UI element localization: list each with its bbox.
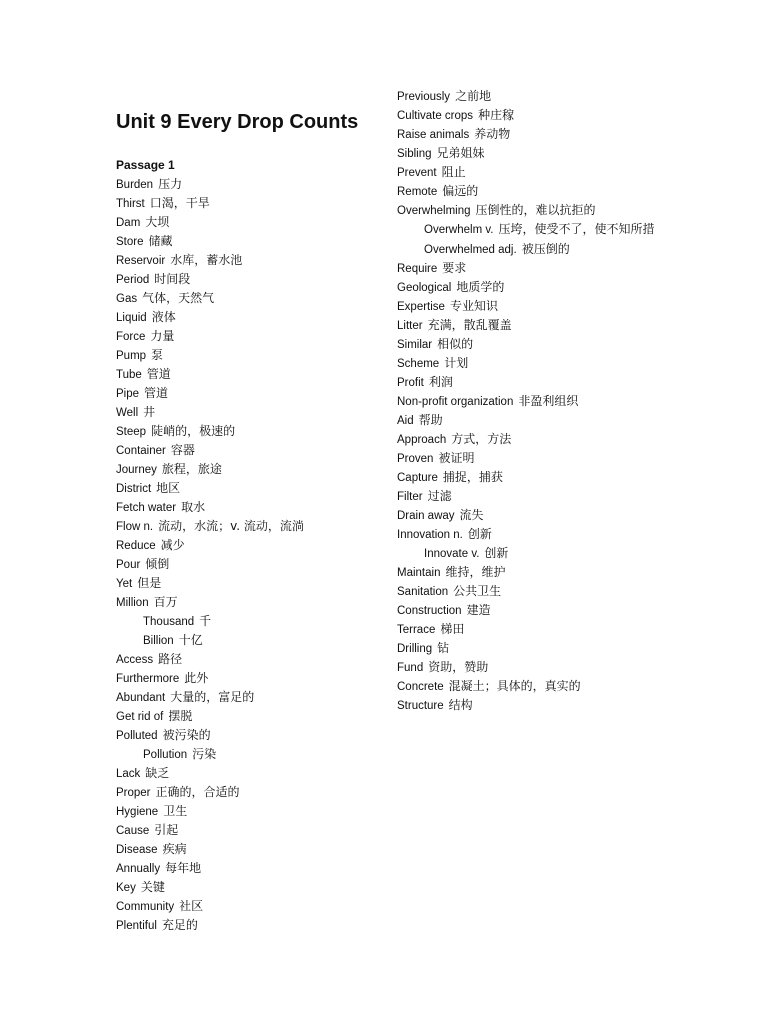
vocab-definition: 资助，赞助 <box>428 660 489 674</box>
vocab-definition: 公共卫生 <box>453 584 502 598</box>
vocab-word: Non-profit organization <box>397 396 514 408</box>
vocab-word: Expertise <box>397 301 445 313</box>
vocab-entry <box>397 240 667 259</box>
vocab-definition: 偏远的 <box>442 184 479 198</box>
vocab-entry <box>116 289 386 308</box>
vocab-definition: 社区 <box>179 899 204 913</box>
vocab-entry <box>397 163 667 182</box>
vocab-definition: 梯田 <box>440 622 465 636</box>
vocab-word: Construction <box>397 605 462 617</box>
vocab-definition: 储藏 <box>148 234 173 248</box>
vocab-entry <box>116 270 386 289</box>
vocab-word: Overwhelm v. <box>424 224 494 236</box>
vocab-definition: 摆脱 <box>168 709 193 723</box>
vocab-word: Previously <box>397 91 451 103</box>
vocab-word: Lack <box>116 768 141 780</box>
vocab-entry <box>116 536 386 555</box>
vocab-word: District <box>116 483 152 495</box>
vocab-word: Pump <box>116 350 147 362</box>
vocab-definition: 卫生 <box>163 804 188 818</box>
section-heading: Passage 1 <box>116 158 175 172</box>
vocab-word: Drilling <box>397 643 433 655</box>
vocab-entry <box>397 373 667 392</box>
vocab-definition: 管道 <box>146 367 171 381</box>
vocab-definition: 相似的 <box>437 337 474 351</box>
vocab-entry <box>397 125 667 144</box>
vocab-entry <box>397 354 667 373</box>
vocab-word: Approach <box>397 434 447 446</box>
vocab-definition: 养动物 <box>474 127 511 141</box>
vocab-entry <box>397 278 667 297</box>
vocab-definition: 被压倒的 <box>521 242 570 256</box>
vocab-entry <box>116 878 386 897</box>
vocab-definition: 创新 <box>484 546 509 560</box>
vocab-definition: 建造 <box>466 603 491 617</box>
vocab-list-right <box>397 87 667 715</box>
vocab-entry <box>397 677 667 696</box>
vocab-definition: 取水 <box>181 500 206 514</box>
vocab-entry <box>397 449 667 468</box>
vocab-definition: 泵 <box>151 348 164 362</box>
vocab-entry <box>397 525 667 544</box>
vocab-entry <box>116 384 386 403</box>
vocab-word: Access <box>116 654 154 666</box>
vocab-entry <box>116 460 386 479</box>
vocab-word: Innovation n. <box>397 529 463 541</box>
vocab-word: Prevent <box>397 167 437 179</box>
vocab-definition: 污染 <box>192 747 217 761</box>
vocab-word: Thousand <box>143 616 195 628</box>
vocab-word: Capture <box>397 472 438 484</box>
vocab-entry <box>116 840 386 859</box>
vocab-definition: 地质学的 <box>456 280 505 294</box>
vocab-entry <box>116 612 386 631</box>
vocab-entry <box>397 601 667 620</box>
vocab-word: Similar <box>397 339 433 351</box>
vocab-definition: 但是 <box>137 576 162 590</box>
vocab-entry <box>116 574 386 593</box>
vocab-word: Require <box>397 263 438 275</box>
vocab-word: Geological <box>397 282 452 294</box>
vocab-entry <box>116 726 386 745</box>
vocab-definition: 利润 <box>428 375 453 389</box>
vocab-definition: 流失 <box>459 508 484 522</box>
vocab-entry <box>116 783 386 802</box>
vocab-word: Aid <box>397 415 414 427</box>
vocab-entry <box>116 403 386 422</box>
vocab-entry <box>397 297 667 316</box>
vocab-definition: 正确的，合适的 <box>155 785 240 799</box>
vocab-word: Pipe <box>116 388 140 400</box>
vocab-definition: 捕捉，捕获 <box>442 470 503 484</box>
vocab-entry <box>397 335 667 354</box>
vocab-word: Dam <box>116 217 141 229</box>
vocab-definition: 计划 <box>444 356 469 370</box>
vocab-word: Community <box>116 901 175 913</box>
vocab-word: Maintain <box>397 567 441 579</box>
vocab-definition: 充足的 <box>161 918 198 932</box>
vocab-entry <box>397 468 667 487</box>
vocab-definition: 水库，蓄水池 <box>170 253 243 267</box>
vocab-definition: 阻止 <box>441 165 466 179</box>
vocab-entry <box>397 144 667 163</box>
vocab-entry <box>397 259 667 278</box>
vocab-entry <box>116 213 386 232</box>
vocab-word: Thirst <box>116 198 145 210</box>
vocab-word: Terrace <box>397 624 436 636</box>
vocab-word: Furthermore <box>116 673 180 685</box>
vocab-word: Million <box>116 597 149 609</box>
vocab-definition: 千 <box>199 614 212 628</box>
vocab-definition: 专业知识 <box>449 299 498 313</box>
vocab-word: Flow n. <box>116 521 154 533</box>
vocab-definition: 减少 <box>160 538 185 552</box>
vocab-word: Proper <box>116 787 151 799</box>
vocab-entry <box>397 658 667 677</box>
vocab-definition: 百万 <box>153 595 178 609</box>
vocab-entry <box>116 194 386 213</box>
vocab-definition: 力量 <box>150 329 175 343</box>
vocab-word: Reservoir <box>116 255 166 267</box>
vocab-entry <box>116 308 386 327</box>
vocab-word: Liquid <box>116 312 147 324</box>
vocab-definition: 创新 <box>467 527 492 541</box>
vocab-definition: 管道 <box>144 386 169 400</box>
vocab-word: Sibling <box>397 148 432 160</box>
vocab-word: Proven <box>397 453 434 465</box>
vocab-entry <box>116 688 386 707</box>
vocab-entry <box>116 517 386 536</box>
vocab-definition: 液体 <box>151 310 176 324</box>
vocab-entry <box>397 582 667 601</box>
vocab-word: Key <box>116 882 136 894</box>
vocab-entry <box>116 498 386 517</box>
vocab-definition: 关键 <box>140 880 165 894</box>
vocab-definition: 帮助 <box>418 413 443 427</box>
vocab-definition: 压倒性的，难以抗拒的 <box>475 203 596 217</box>
vocab-entry <box>116 555 386 574</box>
vocab-entry <box>397 411 667 430</box>
vocab-definition: 此外 <box>184 671 209 685</box>
vocab-word: Steep <box>116 426 147 438</box>
vocab-definition: 时间段 <box>154 272 191 286</box>
vocab-word: Scheme <box>397 358 440 370</box>
vocab-definition: 引起 <box>154 823 179 837</box>
vocab-definition: 被证明 <box>438 451 475 465</box>
vocab-definition: 大量的，富足的 <box>170 690 255 704</box>
vocab-entry <box>397 316 667 335</box>
vocab-entry <box>116 764 386 783</box>
vocab-definition: 种庄稼 <box>478 108 515 122</box>
vocab-entry <box>116 365 386 384</box>
vocab-definition: 每年地 <box>165 861 202 875</box>
vocab-entry <box>397 620 667 639</box>
vocab-entry <box>397 544 667 563</box>
vocab-definition: 大坝 <box>145 215 170 229</box>
vocab-entry <box>397 563 667 582</box>
vocab-definition: 口渴，干旱 <box>149 196 210 210</box>
vocab-entry <box>397 392 667 411</box>
vocab-definition: 充满，散乱覆盖 <box>427 318 512 332</box>
vocab-word: Get rid of <box>116 711 164 723</box>
vocab-word: Sanitation <box>397 586 449 598</box>
vocab-word: Disease <box>116 844 158 856</box>
vocab-definition: 压力 <box>158 177 183 191</box>
vocab-word: Overwhelming <box>397 205 471 217</box>
page-title: Unit 9 Every Drop Counts <box>116 111 359 133</box>
vocab-word: Fetch water <box>116 502 177 514</box>
vocab-entry <box>116 916 386 935</box>
vocab-word: Journey <box>116 464 157 476</box>
vocab-definition: 非盈利组织 <box>518 394 579 408</box>
vocab-entry <box>397 201 667 220</box>
vocab-entry <box>116 441 386 460</box>
vocab-entry <box>116 650 386 669</box>
vocab-entry <box>116 346 386 365</box>
vocab-definition: 混凝土；具体的，真实的 <box>448 679 581 693</box>
vocab-word: Drain away <box>397 510 455 522</box>
vocab-entry <box>116 707 386 726</box>
vocab-word: Well <box>116 407 139 419</box>
vocab-word: Cause <box>116 825 150 837</box>
vocab-word: Reduce <box>116 540 156 552</box>
vocab-entry <box>116 232 386 251</box>
vocab-word: Container <box>116 445 166 457</box>
vocab-definition: 结构 <box>448 698 473 712</box>
vocab-entry <box>116 859 386 878</box>
vocab-definition: 钻 <box>437 641 450 655</box>
vocab-word: Pour <box>116 559 141 571</box>
vocab-definition: 流动，水流；v. 流动，流淌 <box>158 519 304 533</box>
vocab-entry <box>397 487 667 506</box>
vocab-definition: 维持，维护 <box>445 565 506 579</box>
vocab-word: Cultivate crops <box>397 110 474 122</box>
vocab-entry <box>116 802 386 821</box>
vocab-definition: 压垮，使受不了，使不知所措 <box>498 222 655 236</box>
vocab-entry <box>397 506 667 525</box>
vocab-word: Polluted <box>116 730 158 742</box>
vocab-definition: 容器 <box>170 443 195 457</box>
vocab-definition: 气体，天然气 <box>142 291 215 305</box>
vocab-definition: 兄弟姐妹 <box>436 146 485 160</box>
vocab-entry <box>116 422 386 441</box>
vocab-word: Remote <box>397 186 438 198</box>
vocab-definition: 地区 <box>156 481 181 495</box>
vocab-entry <box>397 639 667 658</box>
vocab-word: Burden <box>116 179 154 191</box>
vocab-word: Structure <box>397 700 444 712</box>
vocab-entry <box>116 251 386 270</box>
vocab-definition: 疾病 <box>162 842 187 856</box>
vocab-entry <box>397 430 667 449</box>
vocab-definition: 过滤 <box>427 489 452 503</box>
vocab-entry <box>397 696 667 715</box>
vocab-definition: 十亿 <box>178 633 203 647</box>
vocab-word: Annually <box>116 863 161 875</box>
vocab-word: Fund <box>397 662 424 674</box>
vocab-entry <box>116 631 386 650</box>
vocab-word: Abundant <box>116 692 166 704</box>
vocab-word: Filter <box>397 491 423 503</box>
vocab-entry <box>116 669 386 688</box>
vocab-entry <box>397 220 667 240</box>
vocab-entry <box>116 479 386 498</box>
vocab-entry <box>116 821 386 840</box>
vocab-definition: 要求 <box>442 261 467 275</box>
vocab-word: Innovate v. <box>424 548 480 560</box>
vocab-definition: 旅程，旅途 <box>161 462 222 476</box>
vocab-word: Plentiful <box>116 920 157 932</box>
vocab-word: Period <box>116 274 150 286</box>
vocab-entry <box>116 327 386 346</box>
vocab-word: Billion <box>143 635 174 647</box>
vocab-word: Gas <box>116 293 138 305</box>
vocab-word: Force <box>116 331 146 343</box>
vocab-definition: 倾倒 <box>145 557 170 571</box>
vocab-entry <box>116 593 386 612</box>
vocab-definition: 被污染的 <box>162 728 211 742</box>
vocab-word: Concrete <box>397 681 444 693</box>
vocab-definition: 陡峭的，极速的 <box>151 424 236 438</box>
vocab-word: Tube <box>116 369 142 381</box>
vocab-word: Hygiene <box>116 806 159 818</box>
vocab-word: Store <box>116 236 144 248</box>
vocab-entry <box>397 106 667 125</box>
vocab-entry <box>116 897 386 916</box>
vocab-entry <box>397 87 667 106</box>
vocab-entry <box>116 175 386 194</box>
vocab-entry <box>116 745 386 764</box>
vocab-word: Profit <box>397 377 424 389</box>
vocab-word: Yet <box>116 578 133 590</box>
vocab-definition: 路径 <box>158 652 183 666</box>
vocab-word: Litter <box>397 320 423 332</box>
vocab-word: Overwhelmed adj. <box>424 244 517 256</box>
vocab-definition: 缺乏 <box>145 766 170 780</box>
vocab-word: Raise animals <box>397 129 470 141</box>
vocab-definition: 方式，方法 <box>451 432 512 446</box>
vocab-definition: 井 <box>143 405 156 419</box>
vocab-word: Pollution <box>143 749 188 761</box>
vocab-definition: 之前地 <box>455 89 492 103</box>
vocab-entry <box>397 182 667 201</box>
vocab-list-left <box>116 175 386 935</box>
